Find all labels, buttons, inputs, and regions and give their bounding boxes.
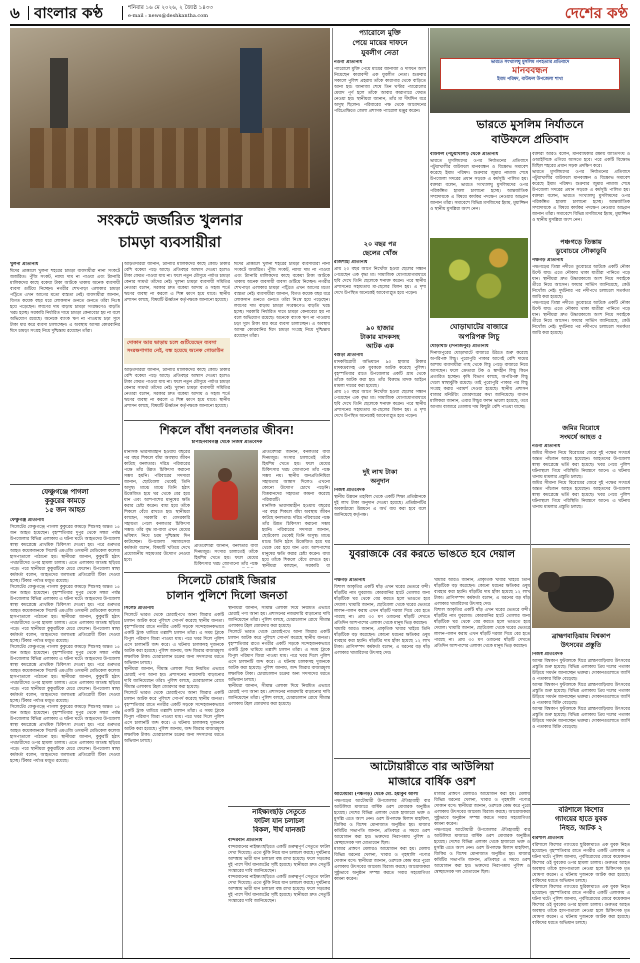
mayor-article: বগুড়া প্রতিনিধি মাদকবিরোধী অভিযানে ৯০ হাজার টাকার মাদকদ্রব্যসহ এক যুবককে আটক করেছে পুলিশ। বৃহস্পতিবার রাতে উপজেলার একটি গ্রাম থেকে তাঁকে আটক করা হয়। তাঁর বিরুদ্ধে মাদক আইনে মামলা দায়ের করা হয়েছে। প্রায় ২০ বছর আগে নিখোঁজ হওয়া ছেলের সন্ধান পেয়েছেন এক বৃদ্ধা মা। সামাজিক যোগাযোগমাধ্যমে ছবি দেখে তিনি ছেলেকে শনাক্ত করেন। পরে স্থানীয় প্রশাসনের সহায়তায় মা-ছেলের মিলন হয়। এ দৃশ্য দেখে উপস্থিত অনেকেই আবেগাপ্লুত হয়ে পড়েন।: [334, 353, 426, 419]
dateline: শনিবার ১৬ মে ২০২৬, ২ জ্যৈষ্ঠ ১৪৩৩: [128, 5, 213, 11]
dog-bite-article: ফেঞ্চুগঞ্জ প্রতিনিধি সিলেটের ফেঞ্চুগঞ্জে পাগলা কুকুরের কামড়ে শিশুসহ অন্তত ১৫ জন আহত হয়েছেন। বৃহস্পতিবার দুপুর থেকে সন্ধ্যা পর্যন্ত উপজেলার বিভিন্ন এলাকায় এ ঘটনা ঘটে। আহতদের উপজেলা স্বাস্থ্য কমপ্লেক্সে প্রাথমিক চিকিৎসা দেওয়া হয়। পরে গুরুতর আহত কয়েকজনকে সিলেট এমএজি ওসমানী মেডিকেল কলেজ হাসপাতালে পাঠানো হয়। স্থানীয়রা জানান, কুকুরটি হঠাৎ পথচারীদের ওপর হামলা চালায়। এতে এলাকায় আতঙ্ক ছড়িয়ে পড়ে। পরে স্থানীয়রা কুকুরটিকে মেরে ফেলেন। উপজেলা স্বাস্থ্য কর্মকর্তা বলেন, আহতদের জলাতঙ্ক প্রতিরোধী টিকা দেওয়া হচ্ছে। টিকার পর্যাপ্ত মজুত রয়েছে। সিলেটের ফেঞ্চুগঞ্জে পাগলা কুকুরের কামড়ে শিশুসহ অন্তত ১৫ জন আহত হয়েছেন। বৃহস্পতিবার দুপুর থেকে সন্ধ্যা পর্যন্ত উপজেলার বিভিন্ন এলাকায় এ ঘটনা ঘটে। আহতদের উপজেলা স্বাস্থ্য কমপ্লেক্সে প্রাথমিক চিকিৎসা দেওয়া হয়। পরে গুরুতর আহত কয়েকজনকে সিলেট এমএজি ওসমানী মেডিকেল কলেজ হাসপাতালে পাঠানো হয়। স্থানীয়রা জানান, কুকুরটি হঠাৎ পথচারীদের ওপর হামলা চালায়। এতে এলাকায় আতঙ্ক ছড়িয়ে পড়ে। পরে স্থানীয়রা কুকুরটিকে মেরে ফেলেন। উপজেলা স্বাস্থ্য কর্মকর্তা বলেন, আহতদের জলাতঙ্ক প্রতিরোধী টিকা দেওয়া হচ্ছে। টিকার পর্যাপ্ত মজুত রয়েছে। সিলেটের ফেঞ্চুগঞ্জে পাগলা কুকুরের কামড়ে শিশুসহ অন্তত ১৫ জন আহত হয়েছেন। বৃহস্পতিবার দুপুর থেকে সন্ধ্যা পর্যন্ত উপজেলার বিভিন্ন এলাকায় এ ঘটনা ঘটে। আহতদের উপজেলা স্বাস্থ্য কমপ্লেক্সে প্রাথমিক চিকিৎসা দেওয়া হয়। পরে গুরুতর আহত কয়েকজনকে সিলেট এমএজি ওসমানী মেডিকেল কলেজ হাসপাতালে পাঠানো হয়। স্থানীয়রা জানান, কুকুরটি হঠাৎ পথচারীদের ওপর হামলা চালায়। এতে এলাকায় আতঙ্ক ছড়িয়ে পড়ে। পরে স্থানীয়রা কুকুরটিকে মেরে ফেলেন। উপজেলা স্বাস্থ্য কর্মকর্তা বলেন, আহতদের জলাতঙ্ক প্রতিরোধী টিকা দেওয়া হচ্ছে। টিকার পর্যাপ্ত মজুত রয়েছে। সিলেটের ফেঞ্চুগঞ্জে পাগলা কুকুরের কামড়ে শিশুসহ অন্তত ১৫ জন আহত হয়েছেন। বৃহস্পতিবার দুপুর থেকে সন্ধ্যা পর্যন্ত উপজেলার বিভিন্ন এলাকায় এ ঘটনা ঘটে। আহতদের উপজেলা স্বাস্থ্য কমপ্লেক্সে প্রাথমিক চিকিৎসা দেওয়া হয়। পরে গুরুতর আহত কয়েকজনকে সিলেট এমএজি ওসমানী মেডিকেল কলেজ হাসপাতালে পাঠানো হয়। স্থানীয়রা জানান, কুকুরটি হঠাৎ পথচারীদের ওপর হামলা চালায়। এতে এলাকায় আতঙ্ক ছড়িয়ে পড়ে। পরে স্থানীয়রা কুকুরটিকে মেরে ফেলেন। উপজেলা স্বাস্থ্য কর্মকর্তা বলেন, আহতদের জলাতঙ্ক প্রতিরোধী টিকা দেওয়া হচ্ছে। টিকার পর্যাপ্ত মজুত রয়েছে।: [10, 518, 120, 764]
urs-body-2: মাজার প্রাঙ্গণে মেলারও আয়োজন করা হয়। মেলায় বিভিন্ন ধরনের খেলনা, খাবার ও গৃহস্থালি পণ্যের দোকান বসে। স্থানীয়রা জানান, ওরশকে কেন্দ্র করে পুরো এলাকায় উৎসবের আমেজ বিরাজ করছে। আয়োজকরা সুষ্ঠুভাবে অনুষ্ঠান সম্পন্ন করতে সবার সহযোগিতা কামনা করেন।: [434, 792, 530, 827]
india-article-cont: বক্তারা আরও বলেন, মানবাধিকার রক্ষায় জাতিসংঘ ও ওআইসিকে এগিয়ে আসতে হবে। পরে একটি বিক্ষোভ মিছিল শহরের প্রধান সড়ক প্রদক্ষিণ করে। ভারতে মুসলিমদের ওপর নির্যাতনের প্রতিবাদে পটুয়াখালীর বাউফলে মানববন্ধন ও বিক্ষোভ সমাবেশ করেছে ইমাম পরিষদ। শুক্রবার জুমার নামাজ শেষে উপজেলা সদরের প্রধান সড়কে এ কর্মসূচি পালিত হয়। বক্তারা বলেন, ভারতে সংখ্যালঘু মুসলিমদের ওপর পরিকল্পিত হামলা চালানো হচ্ছে। আন্তর্জাতিক সম্প্রদায়কে এ বিষয়ে কার্যকর পদক্ষেপ নেওয়ার আহ্বান জানান তাঁরা। সমাবেশে বিভিন্ন মসজিদের ইমাম, মুয়াজ্জিন ও স্থানীয় মুসল্লিরা অংশ নেন।: [532, 152, 630, 223]
cumin-byline: সিলেট প্রতিনিধি: [124, 606, 154, 611]
india-body-2: বক্তারা আরও বলেন, মানবাধিকার রক্ষায় জাতিসংঘ ও ওআইসিকে এগিয়ে আসতে হবে। পরে একটি বিক্ষোভ মিছিল শহরের প্রধান সড়ক প্রদক্ষিণ করে।: [532, 152, 630, 169]
bonolota-article-cont-2: প্রতিবেশীরা জানান, বনলতার বাবা দিনমজুর। সংসার চালাতেই তাঁকে হিমশিম খেতে হয়। ফলে মেয়ের চিকিৎসার খরচ জোগানো তাঁর পক্ষে: [194, 544, 258, 567]
khulna-highlight-box: [124, 338, 230, 364]
raja-byline: রাজশাহী প্রতিনিধি: [334, 260, 368, 265]
bull-article-cont: খামারি আরও জানান, প্রাকৃতিক খাবার খাইয়ে তিনি ষাঁড়টিকে বড় করেছেন। কোনো ধরনের ক্ষতিকর ওষুধ ব্যবহার করা হয়নি। ষাঁড়টির দাম হাঁকা হয়েছে ১২ লাখ টাকা। প্রাণিসম্পদ কর্মকর্তা বলেন, এ ধরনের বড় ষাঁড় এলাকার খামারিদের উৎসাহ দেয়। বিশাল আকৃতির একটি ষাঁড় এখন ঘরের ভেতরে বন্দী। ষাঁড়টির নাম যুবরাজ। কোরবানির হাটে তোলার জন্য ষাঁড়টিকে ঘর থেকে বের করতে হলে ভাঙতে হবে দেয়াল। খামারি জানান, ছোটবেলা থেকে ঘরের ভেতরে লালন-পালন করায় এখন ষাঁড়টি দরজা দিয়ে বের হতে পারছে না। প্রায় ৩০ মণ ওজনের ষাঁড়টি দেখতে প্রতিদিন আশপাশের এলাকা থেকে মানুষ ভিড় করছেন।: [434, 578, 530, 649]
grant-headline-2: অনুদান: [370, 477, 390, 485]
bridge-headline-3: বিকল, দীর্ঘ যানজট: [252, 826, 306, 834]
bull-photo: [532, 548, 630, 628]
bonolota-body: মানসিক ভারসাম্যহীন হওয়ায় বছরের পর বছর শিকলে বাঁধা অবস্থায় জীবন কাটছে বনলতার। দরিদ্র পরিবারের পক্ষে তাঁর উন্নত চিকিৎসা করানো সম্ভব হয়নি। পরিবারের সদস্যরা জানান, ছোটবেলা থেকেই তিনি অসুস্থ। মাঝে মাঝে তিনি হঠাৎ উত্তেজিত হয়ে ঘর থেকে বের হয়ে যান এবং আশপাশের মানুষের ক্ষতি করার চেষ্টা করেন। বাধ্য হয়ে তাঁকে শিকলে বেঁধে রাখতে হয়। স্থানীয়রা বলছেন, সরকারি বা বেসরকারি সহায়তা পেলে বনলতার চিকিৎসা সম্ভব। তাঁর বৃদ্ধ মা-বাবা এখন মেয়ের ভবিষ্যৎ নিয়ে চরম দুশ্চিন্তায় দিন কাটাচ্ছেন। উপজেলা সমাজসেবা কর্মকর্তা বলেন, বিষয়টি খতিয়ে দেখে প্রয়োজনীয় সহায়তার উদ্যোগ নেওয়া হবে।: [124, 450, 190, 563]
worldcup-headline-1: ব্রাহ্মণবাড়িয়ায় বিশ্বকাপ: [551, 632, 611, 640]
land-dispute-headline-1: জমির বিরোধে: [562, 424, 600, 432]
urs-article: আটোয়ারী (পঞ্চগড়) থেকে মো. ইয়াকুব আলী পঞ্চগড়ের আটোয়ারী উপজেলার ঐতিহ্যবাহী বার আউলিয়া মাজারে বার্ষিক ওরশ মোবারক অনুষ্ঠিত হয়েছে। দেশের বিভিন্ন এলাকা থেকে হাজারো ভক্ত ও মুসল্লি এতে অংশ নেন। ওরশ উপলক্ষে মিলাদ মাহফিল, জিকির ও বিশেষ মোনাজাত অনুষ্ঠিত হয়। মাজার কমিটির সভাপতি জানান, প্রতিবছর এ সময়ে ওরশ আয়োজন করা হয়। ভক্তদের নিরাপত্তায় পুলিশ ও স্বেচ্ছাসেবক দল মোতায়েন ছিল। মাজার প্রাঙ্গণে মেলারও আয়োজন করা হয়। মেলায় বিভিন্ন ধরনের খেলনা, খাবার ও গৃহস্থালি পণ্যের দোকান বসে। স্থানীয়রা জানান, ওরশকে কেন্দ্র করে পুরো এলাকায় উৎসবের আমেজ বিরাজ করছে। আয়োজকরা সুষ্ঠুভাবে অনুষ্ঠান সম্পন্ন করতে সবার সহযোগিতা কামনা করেন।: [334, 792, 430, 882]
khulna-leather-photo: [10, 28, 330, 208]
protest-banner-line-3: ইমাম পরিষদ, বাউফল উপজেলা শাখা: [497, 77, 563, 82]
cumin-headline-1: সিলেটে চোরাই জিরার: [178, 574, 276, 587]
litchi-article: [430, 344, 528, 540]
dog-bite-body: সিলেটের ফেঞ্চুগঞ্জে পাগলা কুকুরের কামড়ে শিশুসহ অন্তত ১৫ জন আহত হয়েছেন। বৃহস্পতিবার দুপুর থেকে সন্ধ্যা পর্যন্ত উপজেলার বিভিন্ন এলাকায় এ ঘটনা ঘটে। আহতদের উপজেলা স্বাস্থ্য কমপ্লেক্সে প্রাথমিক চিকিৎসা দেওয়া হয়। পরে গুরুতর আহত কয়েকজনকে সিলেট এমএজি ওসমানী মেডিকেল কলেজ হাসপাতালে পাঠানো হয়। স্থানীয়রা জানান, কুকুরটি হঠাৎ পথচারীদের ওপর হামলা চালায়। এতে এলাকায় আতঙ্ক ছড়িয়ে পড়ে। পরে স্থানীয়রা কুকুরটিকে মেরে ফেলেন। উপজেলা স্বাস্থ্য কর্মকর্তা বলেন, আহতদের জলাতঙ্ক প্রতিরোধী টিকা দেওয়া হচ্ছে। টিকার পর্যাপ্ত মজুত রয়েছে।: [10, 525, 120, 584]
urs-headline-2: মাজারে বার্ষিক ওরশ: [388, 775, 476, 788]
land-dispute-body: জমির সীমানা নিয়ে বিরোধের জেরে দুই পক্ষের সংঘর্ষে অন্তত পাঁচজন আহত হয়েছেন। আহতদের উপজেলা স্বাস্থ্য কমপ্লেক্সে ভর্তি করা হয়েছে। খবর পেয়ে পুলিশ ঘটনাস্থলে গিয়ে পরিস্থিতি নিয়ন্ত্রণে আনে। এ ঘটনায় থানায় মামলার প্রস্তুতি চলছে।: [532, 451, 630, 480]
cumin-body: সিলেটে ভারত থেকে চোরাইপথে আনা জিরার একটি চালান আটক করে পুলিশে সোপর্দ করেছে স্থানীয় জনতা। বৃহস্পতিবার রাতে নগরীর একটি সড়কে সন্দেহজনকভাবে একটি ট্রাক থামিয়ে তল্লাশি চালান তাঁরা। এ সময় ট্রাকে বিপুল পরিমাণ জিরা পাওয়া যায়। পরে খবর দিলে পুলিশ এসে চালানটি জব্দ করে। এ ঘটনায় চালকসহ দুজনকে আটক করা হয়েছে। পুলিশ জানায়, জব্দ জিরার বাজারমূল্য লক্ষাধিক টাকা। চোরাচালান চক্রের অন্য সদস্যদের ধরতে অভিযান চলছে।: [124, 613, 224, 666]
page-number: ৬: [10, 4, 20, 22]
cumin-article-cont: স্থানীয়রা জানান, সীমান্ত এলাকা দিয়ে নিয়মিত এভাবে চোরাই পণ্য আনা হয়। প্রশাসনের নজরদারি বাড়ানোর দাবি জানিয়েছেন তাঁরা। পুলিশ বলছে, চোরাচালান রোধে সীমান্ত এলাকায় টহল জোরদার করা হয়েছে। সিলেটে ভারত থেকে চোরাইপথে আনা জিরার একটি চালান আটক করে পুলিশে সোপর্দ করেছে স্থানীয় জনতা। বৃহস্পতিবার রাতে নগরীর একটি সড়কে সন্দেহজনকভাবে একটি ট্রাক থামিয়ে তল্লাশি চালান তাঁরা। এ সময় ট্রাকে বিপুল পরিমাণ জিরা পাওয়া যায়। পরে খবর দিলে পুলিশ এসে চালানটি জব্দ করে। এ ঘটনায় চালকসহ দুজনকে আটক করা হয়েছে। পুলিশ জানায়, জব্দ জিরার বাজারমূল্য লক্ষাধিক টাকা। চোরাচালান চক্রের অন্য সদস্যদের ধরতে অভিযান চলছে। স্থানীয়রা জানান, সীমান্ত এলাকা দিয়ে নিয়মিত এভাবে চোরাই পণ্য আনা হয়। প্রশাসনের নজরদারি বাড়ানোর দাবি জানিয়েছেন তাঁরা। পুলিশ বলছে, চোরাচালান রোধে সীমান্ত এলাকায় টহল জোরদার করা হয়েছে।: [228, 606, 330, 707]
gang-body: বরিশালে কিশোর গ্যাংয়ের ছুরিকাঘাতে এক যুবক নিহত হয়েছেন। বৃহস্পতিবার রাতে নগরীর একটি এলাকায় এ ঘটনা ঘটে। পুলিশ জানায়, পূর্ববিরোধের জেরে কয়েকজন কিশোর ওই যুবকের ওপর হামলা চালায়। গুরুতর আহত অবস্থায় তাঁকে হাসপাতালে নেওয়া হলে চিকিৎসক মৃত ঘোষণা করেন। এ ঘটনায় দুজনকে আটক করা হয়েছে। বাকিদের ধরতে অভিযান চলছে।: [532, 843, 630, 884]
gang-byline: বরিশাল প্রতিনিধি: [532, 836, 564, 841]
parole-body: প্যারোলে মুক্তি পেয়ে মায়ের জানাজা ও দাফনে অংশ নিয়েছেন কারাবন্দী এক যুবলীগ নেতা। শুক্রবার সকালে পুলিশ প্রহরায় তাঁকে কারাগার থেকে বাড়িতে আনা হয়। জানাজা শেষে তিন ঘণ্টার প্যারোলের মেয়াদ পূর্ণ হলে তাঁকে আবার কারাগারে ফেরত নেওয়া হয়। স্থানীয়রা জানান, তাঁর মা দীর্ঘদিন ধরে অসুস্থ ছিলেন। পরিবারের পক্ষ থেকে আবেদনের পরিপ্রেক্ষিতে জেলা প্রশাসক প্যারোল মঞ্জুর করেন।: [334, 67, 426, 114]
raja-article: [334, 260, 426, 320]
rescue-byline: পঞ্চগড় প্রতিনিধি: [532, 258, 564, 263]
khulna-headline-2: চামড়া ব্যবসায়ীরা: [118, 233, 222, 251]
gang-headline-1: বরিশালে কিশোর: [558, 806, 604, 814]
bonolota-byline: চাঁপাইনবাবগঞ্জ থেকে নিজস্ব প্রতিবেদক: [191, 440, 263, 445]
parole-headline-2: পেয়ে মায়ের দাফনে: [352, 38, 408, 47]
worldcup-body: আসন্ন বিশ্বকাপ ফুটবলকে ঘিরে ব্রাহ্মণবাড়িয়ায় উৎসবের প্রস্তুতি শুরু হয়েছে। বিভিন্ন এলাকায় প্রিয় দলের পতাকা উড়িয়ে সমর্থন জানাচ্ছেন ভক্তরা। দোকানগুলোতে জার্সি ও পতাকার বিক্রি বেড়েছে।: [532, 659, 630, 682]
litchi-photo: [430, 238, 528, 318]
parole-headline-3: যুবলীগ নেতা: [361, 48, 399, 57]
khulna-body-2: আড়তদাররা জানান, ট্যানারি মালিকদের কাছে কোটি টাকার বেশি বকেয়া পড়ে আছে। প্রতিবছর আশ্বাস দেওয়া হলেও টাকা ফেরত পাওয়া যায় না। ফলে নতুন মৌসুমে পর্যাপ্ত চামড়া কেনার সামর্থ্য তাঁদের নেই। খুলনা চামড়া ব্যবসায়ী সমিতির নেতারা বলেন, সরকার দ্রুত বকেয়া আদায় ও সহজ শর্তে ঋণের ব্যবস্থা না করলে এ শিল্প ধ্বংস হয়ে যাবে। স্থানীয় প্রশাসন বলছে, বিষয়টি ঊর্ধ্বতন কর্তৃপক্ষকে জানানো হয়েছে।: [124, 262, 230, 303]
urs-headline-1: আটোয়ারীতে বার আউলিয়া: [370, 760, 494, 773]
khulna-highlight-2: সংরক্ষণাগার নেই, বন্ধ হয়েছে অনেক গোডাউন: [127, 348, 224, 354]
india-byline: বাউফল (পটুয়াখালী) থেকে প্রতিনিধি: [430, 152, 499, 157]
protest-banner-line-2: মানববন্ধন: [512, 66, 548, 76]
parole-headline-1: প্যারোলে মুক্তি: [359, 28, 401, 37]
bonolota-photo: [194, 450, 258, 540]
khulna-article: [10, 262, 120, 480]
mayor-byline: বগুড়া প্রতিনিধি: [334, 353, 363, 358]
rescue-headline-2: ডুবোচরে নৌকাডুবি: [555, 247, 607, 255]
khulna-body: ঈদের প্রাক্কালে খুলনা শহরের চামড়া ব্যবসায়ীরা নানা সংকটে জর্জরিত। পুঁজি সংকট, ন্যায্য দাম না পাওয়া এবং ট্যানারি মালিকদের কাছে বকেয়া টাকা আটকে থাকায় অনেক ব্যবসায়ী ব্যবসা গুটিয়ে নিচ্ছেন। নগরীর শেখপাড়া এলাকার চামড়া পট্টিতে এখন আগের মতো ব্যস্ততা নেই। ব্যবসায়ীরা জানান, বিগত কয়েক বছর ধরে লোকসান গুনতে গুনতে তাঁরা নিঃস্ব হয়ে পড়েছেন। লবণের দাম বাড়ায় চামড়া সংরক্ষণেও বাড়তি খরচ হচ্ছে। সরকারি নির্ধারিত দামে চামড়া কেনাবেচা হয় না বলে অভিযোগ রয়েছে। অনেকে ব্যাংক ঋণ না পাওয়ায় চড়া সুদে টাকা ধার করে ব্যবসা চালাচ্ছেন। এ অবস্থায় আসন্ন কোরবানির ঈদে চামড়া সংগ্রহ নিয়ে দুশ্চিন্তায় রয়েছেন তাঁরা।: [10, 269, 120, 334]
bridge-body: বান্দরবানের নাইক্ষ্যংছড়িতে একটি গুরুত্বপূর্ণ সেতুতে ফাটল দেখা দিয়েছে। এতে ঝুঁকি নিয়ে যান চলাচল করছে। দুর্ঘটনার আশঙ্কায় ভারী যান চলাচল বন্ধ রাখা হয়েছে। ফলে সড়কের দুই পাশে দীর্ঘ যানজটের সৃষ্টি হয়েছে। স্থানীয়রা দ্রুত সেতুটি সংস্কারের দাবি জানিয়েছেন।: [228, 845, 330, 874]
parole-article: [334, 60, 426, 235]
protest-banner-line-1: ভারতে সংখ্যালঘু মুসলিম গণহত্যার প্রতিবাদে: [490, 60, 570, 65]
bonolota-article-cont: প্রতিবেশীরা জানান, বনলতার বাবা দিনমজুর। সংসার চালাতেই তাঁকে হিমশিম খেতে হয়। ফলে মেয়ের চিকিৎসার খরচ জোগানো তাঁর পক্ষে সম্ভব নয়। স্থানীয় জনপ্রতিনিধিরা সহায়তার আশ্বাস দিলেও এখনো কোনো উদ্যোগ চোখে পড়েনি। বিত্তবানদের সহায়তা কামনা করেছে পরিবারটি। মানসিক ভারসাম্যহীন হওয়ায় বছরের পর বছর শিকলে বাঁধা অবস্থায় জীবন কাটছে বনলতার। দরিদ্র পরিবারের পক্ষে তাঁর উন্নত চিকিৎসা করানো সম্ভব হয়নি। পরিবারের সদস্যরা জানান, ছোটবেলা থেকেই তিনি অসুস্থ। মাঝে মাঝে তিনি হঠাৎ উত্তেজিত হয়ে ঘর থেকে বের হয়ে যান এবং আশপাশের মানুষের ক্ষতি করার চেষ্টা করেন। বাধ্য হয়ে তাঁকে শিকলে বেঁধে রাখতে হয়। স্থানীয়রা বলছেন, সরকারি বা: [262, 450, 330, 568]
brand-name: বাংলার কণ্ঠ: [34, 4, 104, 22]
worldcup-article: নিজস্ব প্রতিবেদক আসন্ন বিশ্বকাপ ফুটবলকে ঘিরে ব্রাহ্মণবাড়িয়ায় উৎসবের প্রস্তুতি শুরু হয়েছে। বিভিন্ন এলাকায় প্রিয় দলের পতাকা উড়িয়ে সমর্থন জানাচ্ছেন ভক্তরা। দোকানগুলোতে জার্সি ও পতাকার বিক্রি বেড়েছে। আসন্ন বিশ্বকাপ ফুটবলকে ঘিরে ব্রাহ্মণবাড়িয়ায় উৎসবের প্রস্তুতি শুরু হয়েছে। বিভিন্ন এলাকায় প্রিয় দলের পতাকা উড়িয়ে সমর্থন জানাচ্ছেন ভক্তরা। দোকানগুলোতে জার্সি ও পতাকার বিক্রি বেড়েছে। আসন্ন বিশ্বকাপ ফুটবলকে ঘিরে ব্রাহ্মণবাড়িয়ায় উৎসবের প্রস্তুতি শুরু হয়েছে। বিভিন্ন এলাকায় প্রিয় দলের পতাকা উড়িয়ে সমর্থন জানাচ্ছেন ভক্তরা। দোকানগুলোতে জার্সি ও পতাকার বিক্রি বেড়েছে।: [532, 652, 630, 730]
grant-article: [334, 488, 426, 538]
masthead: [10, 4, 630, 22]
bridge-article: বান্দরবান প্রতিনিধি বান্দরবানের নাইক্ষ্যংছড়িতে একটি গুরুত্বপূর্ণ সেতুতে ফাটল দেখা দিয়েছে। এতে ঝুঁকি নিয়ে যান চলাচল করছে। দুর্ঘটনার আশঙ্কায় ভারী যান চলাচল বন্ধ রাখা হয়েছে। ফলে সড়কের দুই পাশে দীর্ঘ যানজটের সৃষ্টি হয়েছে। স্থানীয়রা দ্রুত সেতুটি সংস্কারের দাবি জানিয়েছেন। বান্দরবানের নাইক্ষ্যংছড়িতে একটি গুরুত্বপূর্ণ সেতুতে ফাটল দেখা দিয়েছে। এতে ঝুঁকি নিয়ে যান চলাচল করছে। দুর্ঘটনার আশঙ্কায় ভারী যান চলাচল বন্ধ রাখা হয়েছে। ফলে সড়কের দুই পাশে দীর্ঘ যানজটের সৃষ্টি হয়েছে। স্থানীয়রা দ্রুত সেতুটি সংস্কারের দাবি জানিয়েছেন।: [228, 838, 330, 904]
bull-body-2: খামারি আরও জানান, প্রাকৃতিক খাবার খাইয়ে তিনি ষাঁড়টিকে বড় করেছেন। কোনো ধরনের ক্ষতিকর ওষুধ ব্যবহার করা হয়নি। ষাঁড়টির দাম হাঁকা হয়েছে ১২ লাখ টাকা। প্রাণিসম্পদ কর্মকর্তা বলেন, এ ধরনের বড় ষাঁড় এলাকার খামারিদের উৎসাহ দেয়।: [434, 578, 530, 607]
khulna-article-cont-2: আড়তদাররা জানান, ট্যানারি মালিকদের কাছে কোটি টাকার বেশি বকেয়া পড়ে আছে। প্রতিবছর আশ্বাস দেওয়া হলেও টাকা ফেরত পাওয়া যায় না। ফলে নতুন মৌসুমে পর্যাপ্ত চামড়া কেনার সামর্থ্য তাঁদের নেই। খুলনা চামড়া ব্যবসায়ী সমিতির নেতারা বলেন, সরকার দ্রুত বকেয়া আদায় ও সহজ শর্তে ঋণের ব্যবস্থা না করলে এ শিল্প ধ্বংস হয়ে যাবে। স্থানীয় প্রশাসন বলছে, বিষয়টি ঊর্ধ্বতন কর্তৃপক্ষকে জানানো হয়েছে।: [124, 368, 230, 409]
india-article: [430, 152, 528, 232]
litchi-headline-2: অপরিপক্ব লিচু: [458, 332, 500, 341]
litchi-byline: ঘোড়াঘাট (দিনাজপুর) প্রতিনিধি: [430, 344, 489, 349]
grant-headline-1: দুই লাখ টাকা: [362, 468, 398, 476]
bridge-byline: বান্দরবান প্রতিনিধি: [228, 838, 263, 843]
contact-email: e-mail : news@deshkantha.com: [128, 13, 208, 19]
khulna-byline: খুলনা প্রতিনিধি: [10, 262, 39, 267]
mayor-headline-3: আটক এক: [366, 342, 394, 350]
dog-bite-headline-1: ফেঞ্চুগঞ্জে পাগলা: [41, 488, 89, 496]
gang-article: বরিশাল প্রতিনিধি বরিশালে কিশোর গ্যাংয়ের ছুরিকাঘাতে এক যুবক নিহত হয়েছেন। বৃহস্পতিবার রাতে নগরীর একটি এলাকায় এ ঘটনা ঘটে। পুলিশ জানায়, পূর্ববিরোধের জেরে কয়েকজন কিশোর ওই যুবকের ওপর হামলা চালায়। গুরুতর আহত অবস্থায় তাঁকে হাসপাতালে নেওয়া হলে চিকিৎসক মৃত ঘোষণা করেন। এ ঘটনায় দুজনকে আটক করা হয়েছে। বাকিদের ধরতে অভিযান চলছে। বরিশালে কিশোর গ্যাংয়ের ছুরিকাঘাতে এক যুবক নিহত হয়েছেন। বৃহস্পতিবার রাতে নগরীর একটি এলাকায় এ ঘটনা ঘটে। পুলিশ জানায়, পূর্ববিরোধের জেরে কয়েকজন কিশোর ওই যুবকের ওপর হামলা চালায়। গুরুতর আহত অবস্থায় তাঁকে হাসপাতালে নেওয়া হলে চিকিৎসক মৃত ঘোষণা করেন। এ ঘটনায় দুজনকে আটক করা হয়েছে। বাকিদের ধরতে অভিযান চলছে।: [532, 836, 630, 926]
grant-body: স্থানীয় উন্নয়ন তহবিল থেকে একটি শিক্ষা প্রতিষ্ঠানকে দুই লাখ টাকা অনুদান দেওয়া হয়েছে। প্রতিষ্ঠানটির অবকাঠামো উন্নয়নে এ অর্থ ব্যয় করা হবে বলে জানিয়েছে কর্তৃপক্ষ।: [334, 495, 426, 518]
baufal-protest-photo: [430, 28, 630, 113]
raja-headline-1: ২০ বছর পর: [363, 240, 397, 248]
khulna-highlight-1: দোকান আর ভাড়ায় চলে গুটিয়েছেন ব্যবসা: [127, 340, 217, 346]
urs-article-cont: মাজার প্রাঙ্গণে মেলারও আয়োজন করা হয়। মেলায় বিভিন্ন ধরনের খেলনা, খাবার ও গৃহস্থালি পণ্যের দোকান বসে। স্থানীয়রা জানান, ওরশকে কেন্দ্র করে পুরো এলাকায় উৎসবের আমেজ বিরাজ করছে। আয়োজকরা সুষ্ঠুভাবে অনুষ্ঠান সম্পন্ন করতে সবার সহযোগিতা কামনা করেন। পঞ্চগড়ের আটোয়ারী উপজেলার ঐতিহ্যবাহী বার আউলিয়া মাজারে বার্ষিক ওরশ মোবারক অনুষ্ঠিত হয়েছে। দেশের বিভিন্ন এলাকা থেকে হাজারো ভক্ত ও মুসল্লি এতে অংশ নেন। ওরশ উপলক্ষে মিলাদ মাহফিল, জিকির ও বিশেষ মোনাজাত অনুষ্ঠিত হয়। মাজার কমিটির সভাপতি জানান, প্রতিবছর এ সময়ে ওরশ আয়োজন করা হয়। ভক্তদের নিরাপত্তায় পুলিশ ও স্বেচ্ছাসেবক দল মোতায়েন ছিল।: [434, 792, 530, 875]
khulna-article-cont-3: ঈদের প্রাক্কালে খুলনা শহরের চামড়া ব্যবসায়ীরা নানা সংকটে জর্জরিত। পুঁজি সংকট, ন্যায্য দাম না পাওয়া এবং ট্যানারি মালিকদের কাছে বকেয়া টাকা আটকে থাকায় অনেক ব্যবসায়ী ব্যবসা গুটিয়ে নিচ্ছেন। নগরীর শেখপাড়া এলাকার চামড়া পট্টিতে এখন আগের মতো ব্যস্ততা নেই। ব্যবসায়ীরা জানান, বিগত কয়েক বছর ধরে লোকসান গুনতে গুনতে তাঁরা নিঃস্ব হয়ে পড়েছেন। লবণের দাম বাড়ায় চামড়া সংরক্ষণেও বাড়তি খরচ হচ্ছে। সরকারি নির্ধারিত দামে চামড়া কেনাবেচা হয় না বলে অভিযোগ রয়েছে। অনেকে ব্যাংক ঋণ না পাওয়ায় চড়া সুদে টাকা ধার করে ব্যবসা চালাচ্ছেন। এ অবস্থায় আসন্ন কোরবানির ঈদে চামড়া সংগ্রহ নিয়ে দুশ্চিন্তায় রয়েছেন তাঁরা।: [234, 262, 330, 339]
india-body: ভারতে মুসলিমদের ওপর নির্যাতনের প্রতিবাদে পটুয়াখালীর বাউফলে মানববন্ধন ও বিক্ষোভ সমাবেশ করেছে ইমাম পরিষদ। শুক্রবার জুমার নামাজ শেষে উপজেলা সদরের প্রধান সড়কে এ কর্মসূচি পালিত হয়। বক্তারা বলেন, ভারতে সংখ্যালঘু মুসলিমদের ওপর পরিকল্পিত হামলা চালানো হচ্ছে। আন্তর্জাতিক সম্প্রদায়কে এ বিষয়ে কার্যকর পদক্ষেপ নেওয়ার আহ্বান জানান তাঁরা। সমাবেশে বিভিন্ন মসজিদের ইমাম, মুয়াজ্জিন ও স্থানীয় মুসল্লিরা অংশ নেন।: [430, 159, 528, 212]
litchi-body: দিনাজপুরের ঘোড়াঘাটে বাজারে উঠতে শুরু করেছে অপরিপক্ব লিচু। পুরোপুরি পাকার আগেই বেশি দামের আশায় ব্যবসায়ীরা গাছ থেকে লিচু পেড়ে বাজারে নিয়ে আসছেন। ফলে ক্রেতারা টক ও স্বাদহীন লিচু কিনে প্রতারিত হচ্ছেন। কৃষি বিভাগ বলছে, অপরিপক্ব লিচু খেলে স্বাস্থ্যঝুঁকি রয়েছে। তাই পুরোপুরি পাকার পর লিচু সংগ্রহ করার পরামর্শ দেওয়া হয়েছে। স্থানীয় প্রশাসন বাজার মনিটরিং জোরদারের কথা জানিয়েছে। বাগান মালিকরা জানান, এবার লিচুর ফলন ভালো হয়েছে, তবে আগাম বাজারে তোলায় দাম কিছুটা বেশি পাওয়া যাচ্ছে।: [430, 351, 528, 410]
gang-headline-2: গ্যাংয়ের হাতে যুবক: [554, 815, 608, 823]
grant-byline: নিজস্ব প্রতিবেদক: [334, 488, 365, 493]
urs-body: পঞ্চগড়ের আটোয়ারী উপজেলার ঐতিহ্যবাহী বার আউলিয়া মাজারে বার্ষিক ওরশ মোবারক অনুষ্ঠিত হয়েছে। দেশের বিভিন্ন এলাকা থেকে হাজারো ভক্ত ও মুসল্লি এতে অংশ নেন। ওরশ উপলক্ষে মিলাদ মাহফিল, জিকির ও বিশেষ মোনাজাত অনুষ্ঠিত হয়। মাজার কমিটির সভাপতি জানান, প্রতিবছর এ সময়ে ওরশ আয়োজন করা হয়। ভক্তদের নিরাপত্তায় পুলিশ ও স্বেচ্ছাসেবক দল মোতায়েন ছিল।: [334, 799, 430, 846]
khulna-article-cont: [124, 262, 230, 336]
gang-headline-3: নিহত, আটক ২: [559, 824, 603, 832]
dog-bite-byline: ফেঞ্চুগঞ্জ প্রতিনিধি: [10, 518, 44, 523]
mayor-headline-1: ৯০ হাজার: [366, 324, 394, 332]
india-headline-1: ভারতে মুসলিম নির্যাতনে: [476, 118, 584, 131]
worldcup-byline: নিজস্ব প্রতিবেদক: [532, 652, 563, 657]
bull-headline: যুবরাজকে বের করতে ভাঙতে হবে দেয়াল: [349, 549, 515, 560]
bull-body: বিশাল আকৃতির একটি ষাঁড় এখন ঘরের ভেতরে বন্দী। ষাঁড়টির নাম যুবরাজ। কোরবানির হাটে তোলার জন্য ষাঁড়টিকে ঘর থেকে বের করতে হলে ভাঙতে হবে দেয়াল। খামারি জানান, ছোটবেলা থেকে ঘরের ভেতরে লালন-পালন করায় এখন ষাঁড়টি দরজা দিয়ে বের হতে পারছে না। প্রায় ৩০ মণ ওজনের ষাঁড়টি দেখতে প্রতিদিন আশপাশের এলাকা থেকে মানুষ ভিড় করছেন।: [334, 585, 430, 626]
rescue-article: পঞ্চগড় প্রতিনিধি পঞ্চগড়ের তিস্তা নদীতে ডুবোচরে আটকে একটি নৌকা উল্টে যায়। এতে নৌকায় থাকা যাত্রীরা পানিতে পড়ে যান। স্থানীয়রা দ্রুত উদ্ধারকাজে অংশ নিয়ে সবাইকে তীরে নিয়ে আসেন। ফায়ার সার্ভিস জানিয়েছে, কেউ নিখোঁজ নেই। দুর্ঘটনার পর নদীপথে চলাচলে সতর্কতা জারি করা হয়েছে। পঞ্চগড়ের তিস্তা নদীতে ডুবোচরে আটকে একটি নৌকা উল্টে যায়। এতে নৌকায় থাকা যাত্রীরা পানিতে পড়ে যান। স্থানীয়রা দ্রুত উদ্ধারকাজে অংশ নিয়ে সবাইকে তীরে নিয়ে আসেন। ফায়ার সার্ভিস জানিয়েছে, কেউ নিখোঁজ নেই। দুর্ঘটনার পর নদীপথে চলাচলে সতর্কতা জারি করা হয়েছে।: [532, 258, 630, 336]
cumin-body-2: স্থানীয়রা জানান, সীমান্ত এলাকা দিয়ে নিয়মিত এভাবে চোরাই পণ্য আনা হয়। প্রশাসনের নজরদারি বাড়ানোর দাবি জানিয়েছেন তাঁরা। পুলিশ বলছে, চোরাচালান রোধে সীমান্ত এলাকায় টহল জোরদার করা হয়েছে।: [228, 606, 330, 629]
dog-bite-headline-3: ১৫ জন আহত: [44, 506, 86, 514]
raja-body: প্রায় ২০ বছর আগে নিখোঁজ হওয়া ছেলের সন্ধান পেয়েছেন এক বৃদ্ধা মা। সামাজিক যোগাযোগমাধ্যমে ছবি দেখে তিনি ছেলেকে শনাক্ত করেন। পরে স্থানীয় প্রশাসনের সহায়তায় মা-ছেলের মিলন হয়। এ দৃশ্য দেখে উপস্থিত অনেকেই আবেগাপ্লুত হয়ে পড়েন।: [334, 267, 426, 296]
cumin-article: সিলেট প্রতিনিধি সিলেটে ভারত থেকে চোরাইপথে আনা জিরার একটি চালান আটক করে পুলিশে সোপর্দ করেছে স্থানীয় জনতা। বৃহস্পতিবার রাতে নগরীর একটি সড়কে সন্দেহজনকভাবে একটি ট্রাক থামিয়ে তল্লাশি চালান তাঁরা। এ সময় ট্রাকে বিপুল পরিমাণ জিরা পাওয়া যায়। পরে খবর দিলে পুলিশ এসে চালানটি জব্দ করে। এ ঘটনায় চালকসহ দুজনকে আটক করা হয়েছে। পুলিশ জানায়, জব্দ জিরার বাজারমূল্য লক্ষাধিক টাকা। চোরাচালান চক্রের অন্য সদস্যদের ধরতে অভিযান চলছে। স্থানীয়রা জানান, সীমান্ত এলাকা দিয়ে নিয়মিত এভাবে চোরাই পণ্য আনা হয়। প্রশাসনের নজরদারি বাড়ানোর দাবি জানিয়েছেন তাঁরা। পুলিশ বলছে, চোরাচালান রোধে সীমান্ত এলাকায় টহল জোরদার করা হয়েছে। সিলেটে ভারত থেকে চোরাইপথে আনা জিরার একটি চালান আটক করে পুলিশে সোপর্দ করেছে স্থানীয় জনতা। বৃহস্পতিবার রাতে নগরীর একটি সড়কে সন্দেহজনকভাবে একটি ট্রাক থামিয়ে তল্লাশি চালান তাঁরা। এ সময় ট্রাকে বিপুল পরিমাণ জিরা পাওয়া যায়। পরে খবর দিলে পুলিশ এসে চালানটি জব্দ করে। এ ঘটনায় চালকসহ দুজনকে আটক করা হয়েছে। পুলিশ জানায়, জব্দ জিরার বাজারমূল্য লক্ষাধিক টাকা। চোরাচালান চক্রের অন্য সদস্যদের ধরতে অভিযান চলছে।: [124, 606, 224, 744]
bonolota-article: [124, 450, 190, 568]
protest-banner: [440, 58, 620, 90]
bonolota-headline: শিকলে বাঁধা বনলতার জীবন!: [159, 423, 295, 437]
bull-byline: পঞ্চগড় প্রতিনিধি: [334, 578, 366, 583]
bonolota-byline-row: [124, 440, 330, 448]
land-dispute-byline: নওগাঁ প্রতিনিধি: [532, 444, 561, 449]
urs-byline: আটোয়ারী (পঞ্চগড়) থেকে মো. ইয়াকুব আলী: [334, 792, 419, 797]
dog-bite-headline-2: কুকুরের কামড়ে: [44, 497, 86, 505]
mayor-body: মাদকবিরোধী অভিযানে ৯০ হাজার টাকার মাদকদ্রব্যসহ এক যুবককে আটক করেছে পুলিশ। বৃহস্পতিবার রাতে উপজেলার একটি গ্রাম থেকে তাঁকে আটক করা হয়। তাঁর বিরুদ্ধে মাদক আইনে মামলা দায়ের করা হয়েছে।: [334, 360, 426, 389]
bridge-headline-2: ফাটল যান চলাচল: [254, 817, 304, 825]
land-dispute-article: নওগাঁ প্রতিনিধি জমির সীমানা নিয়ে বিরোধের জেরে দুই পক্ষের সংঘর্ষে অন্তত পাঁচজন আহত হয়েছেন। আহতদের উপজেলা স্বাস্থ্য কমপ্লেক্সে ভর্তি করা হয়েছে। খবর পেয়ে পুলিশ ঘটনাস্থলে গিয়ে পরিস্থিতি নিয়ন্ত্রণে আনে। এ ঘটনায় থানায় মামলার প্রস্তুতি চলছে। জমির সীমানা নিয়ে বিরোধের জেরে দুই পক্ষের সংঘর্ষে অন্তত পাঁচজন আহত হয়েছেন। আহতদের উপজেলা স্বাস্থ্য কমপ্লেক্সে ভর্তি করা হয়েছে। খবর পেয়ে পুলিশ ঘটনাস্থলে গিয়ে পরিস্থিতি নিয়ন্ত্রণে আনে। এ ঘটনায় থানায় মামলার প্রস্তুতি চলছে।: [532, 444, 630, 510]
land-dispute-headline-2: সংঘর্ষে আহত ৫: [559, 433, 603, 441]
worldcup-headline-2: উৎসবের প্রস্তুতি: [560, 641, 602, 649]
khulna-headline-1: সংকটে জর্জরিত খুলনার: [97, 211, 243, 229]
cumin-headline-2: চালান পুলিশে দিলো জনতা: [166, 589, 288, 602]
mayor-headline-2: টাকার মাদকসহ: [360, 333, 400, 341]
raja-headline-2: ছেলের খোঁজ: [362, 249, 398, 257]
litchi-headline-1: ঘোড়াঘাটের বাজারে: [450, 322, 508, 331]
bonolota-body-2: প্রতিবেশীরা জানান, বনলতার বাবা দিনমজুর। সংসার চালাতেই তাঁকে হিমশিম খেতে হয়। ফলে মেয়ের চিকিৎসার খরচ জোগানো তাঁর পক্ষে সম্ভব নয়। স্থানীয় জনপ্রতিনিধিরা সহায়তার আশ্বাস দিলেও এখনো কোনো উদ্যোগ চোখে পড়েনি। বিত্তবানদের সহায়তা কামনা করেছে পরিবারটি।: [262, 450, 330, 503]
bridge-headline-1: নাইক্ষ্যংছড়ি সেতুতে: [252, 808, 306, 816]
parole-byline: নওগাঁ প্রতিনিধি: [334, 60, 363, 65]
section-title: দেশের কণ্ঠ: [564, 4, 628, 22]
rescue-headline-1: পঞ্চগড়ে তিস্তায়: [560, 238, 602, 246]
rescue-body: পঞ্চগড়ের তিস্তা নদীতে ডুবোচরে আটকে একটি নৌকা উল্টে যায়। এতে নৌকায় থাকা যাত্রীরা পানিতে পড়ে যান। স্থানীয়রা দ্রুত উদ্ধারকাজে অংশ নিয়ে সবাইকে তীরে নিয়ে আসেন। ফায়ার সার্ভিস জানিয়েছে, কেউ নিখোঁজ নেই। দুর্ঘটনার পর নদীপথে চলাচলে সতর্কতা জারি করা হয়েছে।: [532, 265, 630, 300]
india-headline-2: বাউফলে প্রতিবাদ: [491, 133, 569, 146]
bull-article: পঞ্চগড় প্রতিনিধি বিশাল আকৃতির একটি ষাঁড় এখন ঘরের ভেতরে বন্দী। ষাঁড়টির নাম যুবরাজ। কোরবানির হাটে তোলার জন্য ষাঁড়টিকে ঘর থেকে বের করতে হলে ভাঙতে হবে দেয়াল। খামারি জানান, ছোটবেলা থেকে ঘরের ভেতরে লালন-পালন করায় এখন ষাঁড়টি দরজা দিয়ে বের হতে পারছে না। প্রায় ৩০ মণ ওজনের ষাঁড়টি দেখতে প্রতিদিন আশপাশের এলাকা থেকে মানুষ ভিড় করছেন। খামারি আরও জানান, প্রাকৃতিক খাবার খাইয়ে তিনি ষাঁড়টিকে বড় করেছেন। কোনো ধরনের ক্ষতিকর ওষুধ ব্যবহার করা হয়নি। ষাঁড়টির দাম হাঁকা হয়েছে ১২ লাখ টাকা। প্রাণিসম্পদ কর্মকর্তা বলেন, এ ধরনের বড় ষাঁড় এলাকার খামারিদের উৎসাহ দেয়।: [334, 578, 430, 656]
